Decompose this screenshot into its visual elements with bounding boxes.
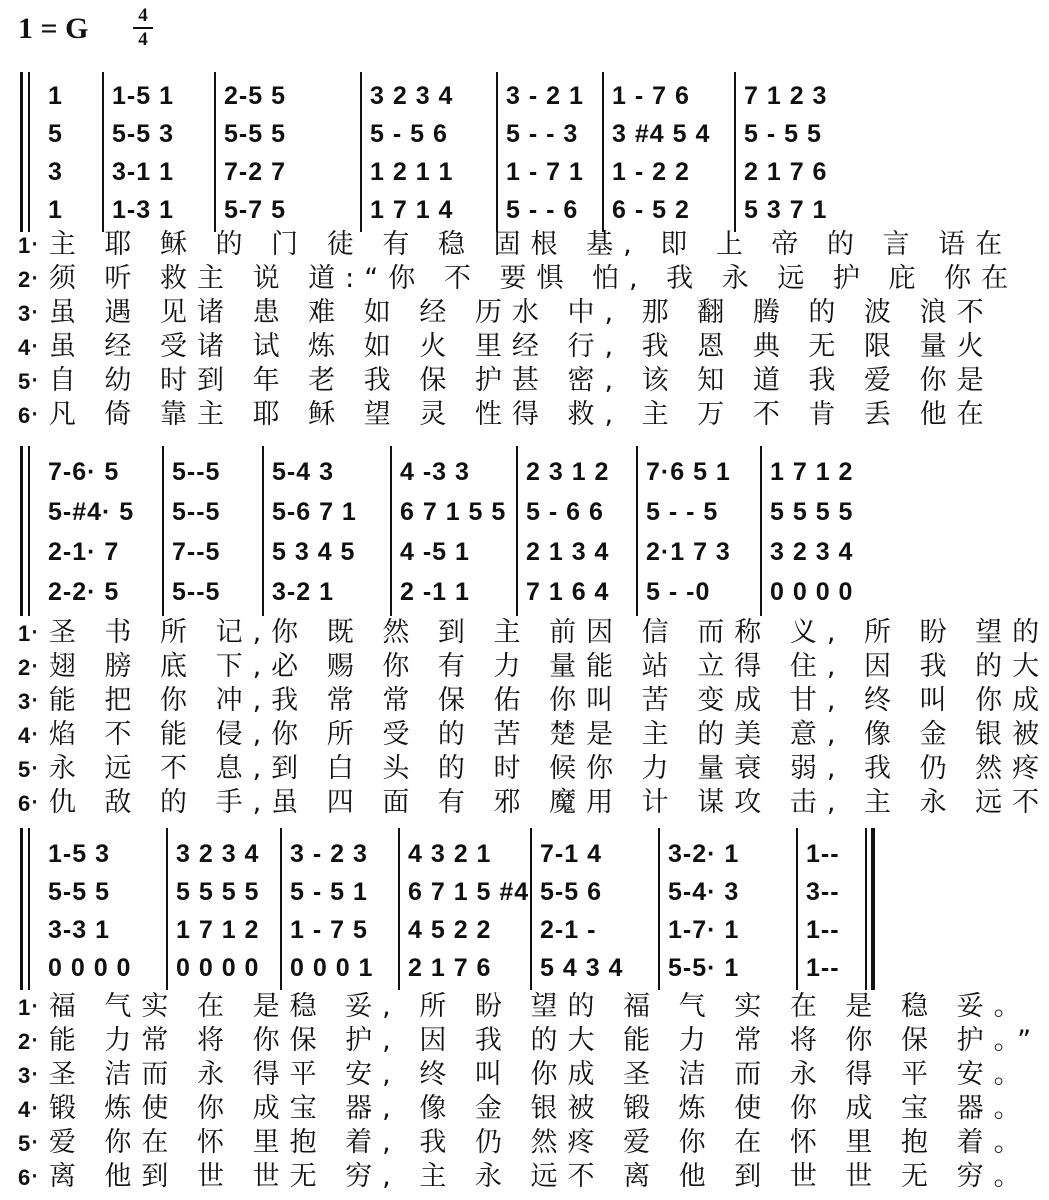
notes-row: 2-1 - — [540, 915, 597, 944]
lyric-line — [18, 330, 994, 364]
bar-line — [602, 72, 604, 232]
measure — [534, 828, 656, 990]
notes-row: 5 3 4 5 — [272, 537, 356, 566]
notes-row: 5-5 5 — [48, 877, 110, 906]
notes-row: 3 — [48, 157, 63, 186]
measure — [800, 828, 864, 990]
notes-row: 5 3 7 1 — [744, 195, 828, 224]
verse-number: 2 — [18, 267, 31, 292]
notes-row: 1-7· 1 — [668, 915, 740, 944]
notes-row: 2 3 1 2 — [526, 457, 610, 486]
system-2 — [0, 446, 1049, 818]
lyric-text: ·凡 倚 靠主 耶 稣 望 灵 性得 救, 主 万 不 肯 丢 他在 — [30, 399, 994, 430]
verse-number: 2 — [18, 655, 31, 680]
lyric-line — [18, 752, 1049, 786]
measure — [500, 72, 600, 232]
notes-row: 1 7 1 4 — [370, 195, 454, 224]
lyric-line — [18, 1126, 1031, 1160]
bar-line — [102, 72, 104, 232]
notes-row: 5 - - 3 — [506, 119, 579, 148]
notes-row: 2-5 5 — [224, 81, 286, 110]
notes-row: 1 - 7 6 — [612, 81, 690, 110]
notes-row: 3-2· 1 — [668, 839, 740, 868]
verse-number: 4 — [18, 723, 31, 748]
notes-row: 3-- — [806, 877, 840, 906]
notes-row: 1-5 1 — [112, 81, 174, 110]
verse-number: 5 — [18, 369, 31, 394]
lyric-text: ·离 他到 世 世无 穷, 主 永 远不 离 他 到 世 世 无 穷。 — [30, 1161, 1031, 1192]
notes-row: 3 - 2 1 — [506, 81, 584, 110]
measure — [218, 72, 358, 232]
measure — [606, 72, 732, 232]
lyric-text: ·仇 敌 的 手,虽 四 面 有 邪 魔用 计 谋攻 击, 主 永 远不 — [30, 787, 1049, 818]
bar-line — [658, 828, 660, 990]
time-signature-top: 4 — [138, 5, 148, 26]
measure — [266, 446, 388, 616]
lyric-line — [18, 398, 994, 432]
left-bar — [20, 828, 23, 990]
lyric-text: ·永 远 不 息,到 白 头 的 时 候你 力 量衰 弱, 我 仍 然疼 — [30, 753, 1049, 784]
notes-row: 5-4 3 — [272, 457, 334, 486]
notes-row: 1-3 1 — [112, 195, 174, 224]
staff-1 — [20, 72, 874, 232]
notes-row: 3-2 1 — [272, 577, 334, 606]
measure — [764, 446, 874, 616]
notes-row: 1 — [48, 81, 63, 110]
notes-row: 4 3 2 1 — [408, 839, 492, 868]
notes-row: 1 - 2 2 — [612, 157, 690, 186]
verse-number: 6 — [18, 403, 31, 428]
left-bar — [20, 446, 23, 616]
lyric-text: ·主 耶 稣 的 门 徒 有 稳 固根 基, 即 上 帝 的 言 语在 — [30, 229, 1013, 260]
notes-row: 3-3 1 — [48, 915, 110, 944]
lyric-line — [18, 296, 994, 330]
notes-row: 6 - 5 2 — [612, 195, 690, 224]
notes-row: 0 0 0 0 — [770, 577, 854, 606]
notes-row: 4 -5 1 — [400, 537, 470, 566]
lyrics-block — [18, 990, 1042, 1194]
bar-line — [398, 828, 400, 990]
system-3 — [0, 828, 1042, 1200]
bar-line — [796, 828, 798, 990]
verse-number: 3 — [18, 689, 31, 714]
notes-row: 4 -3 3 — [400, 457, 470, 486]
lyric-line — [18, 1024, 1042, 1058]
lyric-line — [18, 990, 1031, 1024]
measure — [106, 72, 212, 232]
measure — [42, 72, 102, 232]
notes-row: 5--5 — [172, 577, 221, 606]
time-signature-bottom: 4 — [138, 29, 148, 50]
verse-number: 4 — [18, 1097, 31, 1122]
verse-number: 1 — [18, 621, 31, 646]
bar-line — [636, 446, 638, 616]
notes-row: 3 2 3 4 — [770, 537, 854, 566]
lyric-text: ·能 把 你 冲,我 常 常 保 佑 你叫 苦 变成 甘, 终 叫 你成 — [30, 685, 1049, 716]
lyric-line — [18, 262, 1019, 296]
verse-number: 3 — [18, 301, 31, 326]
verse-number: 6 — [18, 1165, 31, 1190]
staff-3 — [20, 828, 874, 990]
left-bar-thin — [28, 446, 30, 616]
notes-row: 2 1 3 4 — [526, 537, 610, 566]
lyric-text: ·焰 不 能 侵,你 所 受 的 苦 楚是 主 的美 意, 像 金 银被 — [30, 719, 1049, 750]
notes-row: 5 5 5 5 — [770, 497, 854, 526]
notes-row: 3 - 2 3 — [290, 839, 368, 868]
notes-row: 1-- — [806, 953, 840, 982]
notes-row: 7-2 7 — [224, 157, 286, 186]
lyric-text: ·锻 炼使 你 成宝 器, 像 金 银被 锻 炼 使 你 成 宝 器。 — [30, 1093, 1031, 1124]
notes-row: 1 — [48, 195, 63, 224]
notes-row: 5-7 5 — [224, 195, 286, 224]
notes-row: 7-1 4 — [540, 839, 602, 868]
bar-line — [280, 828, 282, 990]
staff-2 — [20, 446, 874, 616]
notes-row: 7-6· 5 — [48, 457, 120, 486]
bar-line — [166, 828, 168, 990]
notes-row: 6 7 1 5 5 — [400, 497, 507, 526]
verse-number: 5 — [18, 757, 31, 782]
notes-row: 3 2 3 4 — [176, 839, 260, 868]
notes-row: 5-6 7 1 — [272, 497, 357, 526]
lyric-line — [18, 1058, 1031, 1092]
lyric-line — [18, 718, 1049, 752]
notes-row: 5 - 6 6 — [526, 497, 604, 526]
measure — [284, 828, 396, 990]
lyric-line — [18, 616, 1049, 650]
bar-line — [262, 446, 264, 616]
measure — [662, 828, 794, 990]
notes-row: 3 2 3 4 — [370, 81, 454, 110]
lyric-line — [18, 364, 994, 398]
lyric-line — [18, 1092, 1031, 1126]
notes-row: 1-- — [806, 915, 840, 944]
measure — [170, 828, 278, 990]
final-bar-thick — [871, 828, 875, 990]
notes-row: 2 1 7 6 — [408, 953, 492, 982]
measure — [520, 446, 634, 616]
bar-line — [760, 446, 762, 616]
lyric-text: ·福 气实 在 是稳 妥, 所 盼 望的 福 气 实 在 是 稳 妥。 — [30, 991, 1031, 1022]
lyric-line — [18, 228, 1013, 262]
verse-number: 6 — [18, 791, 31, 816]
notes-row: 2-1· 7 — [48, 537, 120, 566]
notes-row: 1-5 3 — [48, 839, 110, 868]
lyric-text: ·自 幼 时到 年 老 我 保 护甚 密, 该 知 道 我 爱 你是 — [30, 365, 994, 396]
notes-row: 7·6 5 1 — [646, 457, 731, 486]
lyric-text: ·虽 遇 见诸 患 难 如 经 历水 中, 那 翻 腾 的 波 浪不 — [30, 297, 994, 328]
lyric-line — [18, 650, 1049, 684]
bar-line — [162, 446, 164, 616]
measure — [364, 72, 494, 232]
notes-row: 5 5 5 5 — [176, 877, 260, 906]
lyric-line — [18, 1160, 1031, 1194]
verse-number: 2 — [18, 1029, 31, 1054]
notes-row: 5-4· 3 — [668, 877, 740, 906]
lyric-text: ·圣 洁而 永 得平 安, 终 叫 你成 圣 洁 而 永 得 平 安。 — [30, 1059, 1031, 1090]
notes-row: 1 2 1 1 — [370, 157, 454, 186]
lyric-text: ·须 听 救主 说 道:“你 不 要惧 怕, 我 永 远 护 庇 你在 — [30, 263, 1019, 294]
notes-row: 2-2· 5 — [48, 577, 120, 606]
bar-line — [530, 828, 532, 990]
lyric-text: ·翅 膀 底 下,必 赐 你 有 力 量能 站 立得 住, 因 我 的大 — [30, 651, 1049, 682]
lyric-line — [18, 786, 1049, 820]
measure — [166, 446, 260, 616]
notes-row: 4 5 2 2 — [408, 915, 492, 944]
final-bar-thin — [865, 828, 867, 990]
verse-number: 5 — [18, 1131, 31, 1156]
measure — [42, 828, 164, 990]
notes-row: 7 1 2 3 — [744, 81, 828, 110]
lyric-line — [18, 684, 1049, 718]
verse-number: 4 — [18, 335, 31, 360]
verse-number: 3 — [18, 1063, 31, 1088]
measure — [42, 446, 160, 616]
notes-row: 0 0 0 1 — [290, 953, 374, 982]
verse-number: 1 — [18, 233, 31, 258]
notes-row: 5 - - 5 — [646, 497, 719, 526]
notes-row: 1-- — [806, 839, 840, 868]
measure — [640, 446, 758, 616]
bar-line — [516, 446, 518, 616]
notes-row: 1 - 7 5 — [290, 915, 368, 944]
bar-line — [390, 446, 392, 616]
notes-row: 5-5 5 — [224, 119, 286, 148]
notes-row: 5-5· 1 — [668, 953, 740, 982]
notes-row: 0 0 0 0 — [176, 953, 260, 982]
notes-row: 5-5 6 — [540, 877, 602, 906]
notes-row: 5 - - 6 — [506, 195, 579, 224]
notes-row: 3-1 1 — [112, 157, 174, 186]
notes-row: 2 -1 1 — [400, 577, 470, 606]
verse-number: 1 — [18, 995, 31, 1020]
notes-row: 5-5 3 — [112, 119, 174, 148]
lyrics-block — [18, 616, 1049, 820]
notes-row: 1 7 1 2 — [176, 915, 260, 944]
notes-row: 5--5 — [172, 457, 221, 486]
notes-row: 5 — [48, 119, 63, 148]
notes-row: 5-#4· 5 — [48, 497, 135, 526]
notes-row: 5 4 3 4 — [540, 953, 624, 982]
notes-row: 6 7 1 5 #4 — [408, 877, 530, 906]
measure — [402, 828, 528, 990]
notes-row: 5--5 — [172, 497, 221, 526]
notes-row: 1 - 7 1 — [506, 157, 584, 186]
lyric-text: ·能 力常 将 你保 护, 因 我 的大 能 力 常 将 你 保 护。” — [30, 1025, 1042, 1056]
notes-row: 5 - 5 6 — [370, 119, 448, 148]
bar-line — [496, 72, 498, 232]
notes-row: 2·1 7 3 — [646, 537, 731, 566]
bar-line — [734, 72, 736, 232]
notes-row: 3 #4 5 4 — [612, 119, 711, 148]
notes-row: 7--5 — [172, 537, 221, 566]
left-bar-thin — [28, 828, 30, 990]
measure — [394, 446, 514, 616]
lyric-text: ·虽 经 受诸 试 炼 如 火 里经 行, 我 恩 典 无 限 量火 — [30, 331, 994, 362]
lyric-text: ·圣 书 所 记,你 既 然 到 主 前因 信 而称 义, 所 盼 望的 — [30, 617, 1049, 648]
system-1 — [0, 72, 1019, 430]
lyric-text: ·爱 你在 怀 里抱 着, 我 仍 然疼 爱 你 在 怀 里 抱 着。 — [30, 1127, 1031, 1158]
bar-line — [360, 72, 362, 232]
notes-row: 0 0 0 0 — [48, 953, 132, 982]
left-bar — [20, 72, 23, 232]
notes-row: 5 - 5 1 — [290, 877, 368, 906]
notes-row: 7 1 6 4 — [526, 577, 610, 606]
notes-row: 1 7 1 2 — [770, 457, 854, 486]
bar-line — [214, 72, 216, 232]
lyrics-block — [18, 228, 1019, 432]
notes-row: 5 - 5 5 — [744, 119, 822, 148]
left-bar-thin — [28, 72, 30, 232]
measure — [738, 72, 874, 232]
notes-row: 5 - -0 — [646, 577, 711, 606]
notes-row: 2 1 7 6 — [744, 157, 828, 186]
time-signature — [133, 6, 153, 50]
key-signature: 1 = G — [18, 12, 89, 45]
